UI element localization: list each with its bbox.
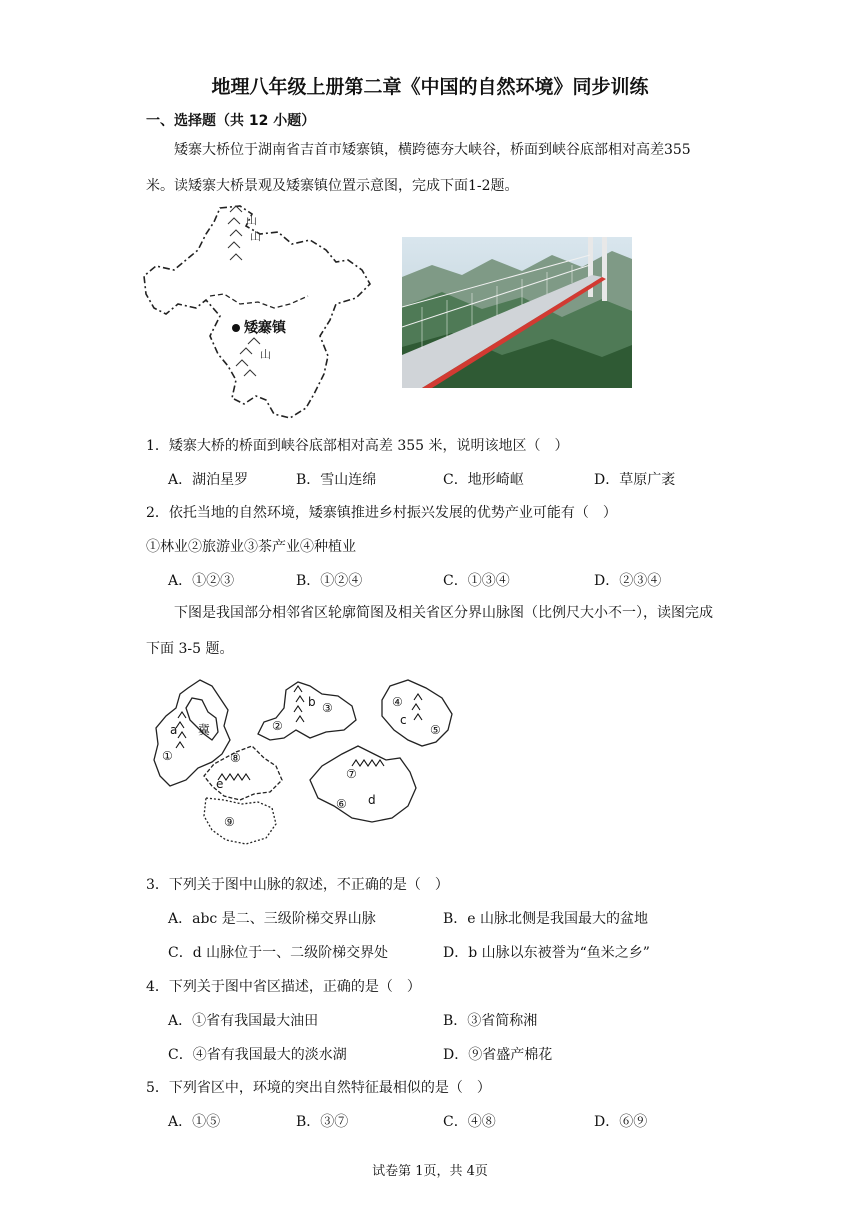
label-4: ④	[392, 695, 403, 709]
q4-option-c[interactable]: C．④省有我国最大的淡水湖	[168, 1047, 347, 1063]
mountain-label-south: 山	[260, 348, 271, 361]
town-label: 矮寨镇	[244, 320, 286, 336]
province-outline-map	[146, 668, 466, 854]
town-dot	[232, 324, 240, 332]
q5-option-b[interactable]: B．③⑦	[296, 1114, 349, 1130]
q2-option-d[interactable]: D．②③④	[594, 573, 662, 589]
label-1: ①	[162, 749, 173, 763]
question-4-stem: 4．下列关于图中省区描述，正确的是（ ）	[146, 979, 421, 995]
q1-option-c[interactable]: C．地形崎岖	[443, 472, 524, 488]
label-ji: 冀	[198, 723, 211, 737]
label-c: c	[400, 713, 407, 727]
q3-option-b[interactable]: B．e 山脉北侧是我国最大的盆地	[443, 911, 649, 927]
intro-paragraph-2: 下图是我国部分相邻省区轮廓简图及相关省区分界山脉图（比例尺大小不一），读图完成下面 3-5 题。	[146, 605, 713, 657]
q1-option-b[interactable]: B．雪山连绵	[296, 472, 377, 488]
section-heading: 一、选择题（共 12 小题）	[146, 113, 316, 129]
q1-option-a[interactable]: A．湖泊星罗	[168, 472, 249, 488]
label-3: ③	[322, 701, 333, 715]
mountain-label-north: 山	[246, 214, 257, 227]
bridge-photo	[402, 237, 632, 388]
q4-option-b[interactable]: B．③省简称湘	[443, 1013, 538, 1029]
label-2: ②	[272, 719, 283, 733]
q2-option-b[interactable]: B．①②④	[296, 573, 363, 589]
question-5-stem: 5．下列省区中，环境的突出自然特征最相似的是（ ）	[146, 1080, 491, 1096]
q3-option-c[interactable]: C．d 山脉位于一、二级阶梯交界处	[168, 945, 389, 961]
label-b: b	[308, 695, 316, 709]
q5-option-a[interactable]: A．①⑤	[168, 1114, 221, 1130]
question-2-items: ①林业②旅游业③茶产业④种植业	[146, 539, 356, 555]
label-6: ⑥	[336, 797, 347, 811]
label-a: a	[170, 723, 178, 737]
label-e: e	[216, 777, 224, 791]
question-3-stem: 3．下列关于图中山脉的叙述，不正确的是（ ）	[146, 877, 449, 893]
q4-option-a[interactable]: A．①省有我国最大油田	[168, 1013, 319, 1029]
label-9: ⑨	[224, 815, 235, 829]
label-7: ⑦	[346, 767, 357, 781]
page-title: 地理八年级上册第二章《中国的自然环境》同步训练	[211, 76, 649, 98]
q1-option-d[interactable]: D．草原广袤	[594, 472, 676, 488]
q5-option-d[interactable]: D．⑥⑨	[594, 1114, 648, 1130]
page-footer: 试卷第 1页，共 4页	[372, 1164, 488, 1179]
intro-paragraph-1: 矮寨大桥位于湖南省吉首市矮寨镇，横跨德夯大峡谷，桥面到峡谷底部相对高差355米。读矮寨大桥景观及矮寨镇位置示意图，完成下面1-2题。	[146, 142, 691, 194]
q3-option-a[interactable]: A．abc 是二、三级阶梯交界山脉	[168, 911, 376, 927]
q4-option-d[interactable]: D．⑨省盛产棉花	[443, 1047, 553, 1063]
aizhai-location-map	[140, 204, 380, 424]
label-8: ⑧	[230, 751, 241, 765]
label-5: ⑤	[430, 723, 441, 737]
q2-option-a[interactable]: A．①②③	[168, 573, 235, 589]
question-1-stem: 1．矮寨大桥的桥面到峡谷底部相对高差 355 米，说明该地区（ ）	[146, 438, 569, 454]
label-d: d	[368, 793, 376, 807]
question-2-stem: 2．依托当地的自然环境，矮寨镇推进乡村振兴发展的优势产业可能有（ ）	[146, 505, 617, 521]
q3-option-d[interactable]: D．b 山脉以东被誉为“鱼米之乡”	[443, 945, 650, 961]
mountain-label-north-2: 山	[250, 230, 261, 243]
q2-option-c[interactable]: C．①③④	[443, 573, 510, 589]
q5-option-c[interactable]: C．④⑧	[443, 1114, 496, 1130]
